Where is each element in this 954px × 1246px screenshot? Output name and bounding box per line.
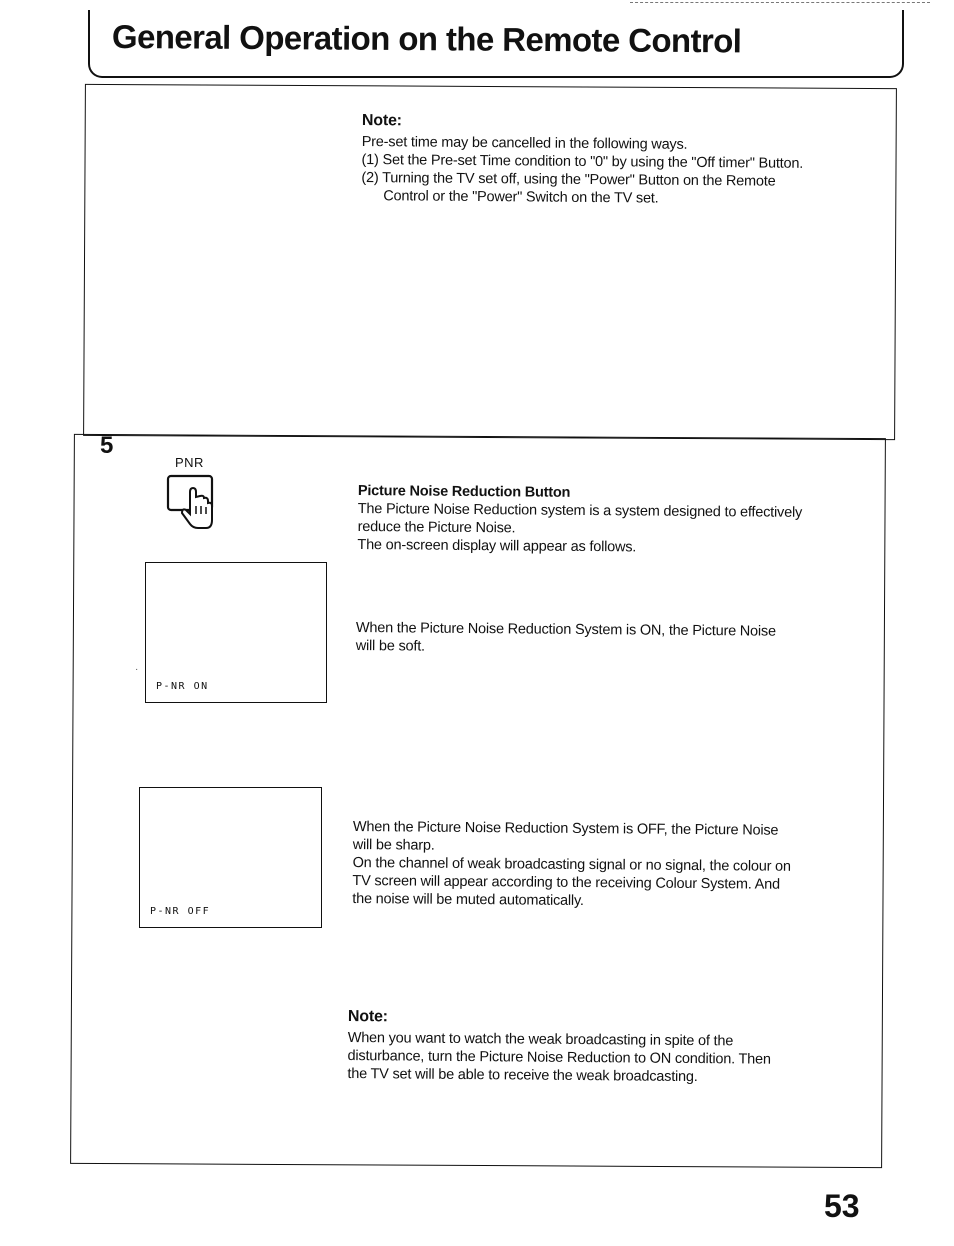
- note-intro: Pre-set time may be cancelled in the following ways.: [361, 133, 688, 153]
- pnr-heading: Picture Noise Reduction Button: [357, 482, 571, 501]
- pnr-on-description: [356, 619, 876, 660]
- off-desc-line-1: When the Picture Noise Reduction System is OFF, the Picture Noise: [352, 818, 779, 839]
- pnr-off-description: [352, 818, 873, 913]
- pnr-para-1-line-2: reduce the Picture Noise.: [357, 518, 516, 537]
- note-heading: Note:: [361, 112, 402, 130]
- pnr-description: [357, 482, 878, 559]
- bottom-note: [347, 1008, 868, 1088]
- pnr-para-2: The on-screen display will appear as follows.: [357, 536, 637, 556]
- note-item-1: (1) Set the Pre-set Time condition to "0" by using the "Off timer" Button.: [361, 151, 804, 172]
- bottom-note-line-1: When you want to watch the weak broadcasting in spite of the: [347, 1029, 734, 1050]
- bottom-note-heading: Note:: [347, 1008, 388, 1026]
- pnr-para-1-line-1: The Picture Noise Reduction system is a system designed to effectively: [357, 500, 803, 521]
- note-item-2-line-1: (2) Turning the TV set off, using the "Power" Button on the Remote: [361, 169, 776, 190]
- off-desc-line-5: the noise will be muted automatically.: [352, 890, 584, 910]
- margin-mark: ·: [135, 664, 139, 675]
- step-number: 5: [100, 432, 114, 459]
- tv-screen-off: [139, 787, 322, 928]
- on-desc-line-2: will be soft.: [355, 637, 425, 655]
- on-desc-line-1: When the Picture Noise Reduction System is ON, the Picture Noise: [355, 619, 776, 640]
- top-note: [361, 112, 882, 210]
- off-desc-line-2: will be sharp.: [352, 836, 435, 854]
- page-number: 53: [824, 1188, 860, 1224]
- osd-pnr-off: P-NR OFF: [150, 906, 211, 917]
- osd-pnr-on: P-NR ON: [156, 681, 209, 692]
- off-desc-line-4: TV screen will appear according to the receiving Colour System. And: [352, 872, 780, 893]
- decorative-rule: [630, 2, 930, 3]
- off-desc-line-3: On the channel of weak broadcasting signal or no signal, the colour on: [352, 854, 791, 875]
- note-item-2-line-2: Control or the "Power" Switch on the TV set.: [383, 188, 659, 207]
- tv-screen-on: [145, 562, 327, 703]
- bottom-note-line-2: disturbance, turn the Picture Noise Reduction to ON condition. Then: [347, 1047, 771, 1068]
- pnr-button-label: PNR: [175, 455, 204, 470]
- hand-pressing-button-icon: [160, 470, 224, 534]
- page-title: General Operation on the Remote Control: [111, 18, 742, 60]
- bottom-note-line-3: the TV set will be able to receive the weak broadcasting.: [347, 1065, 698, 1086]
